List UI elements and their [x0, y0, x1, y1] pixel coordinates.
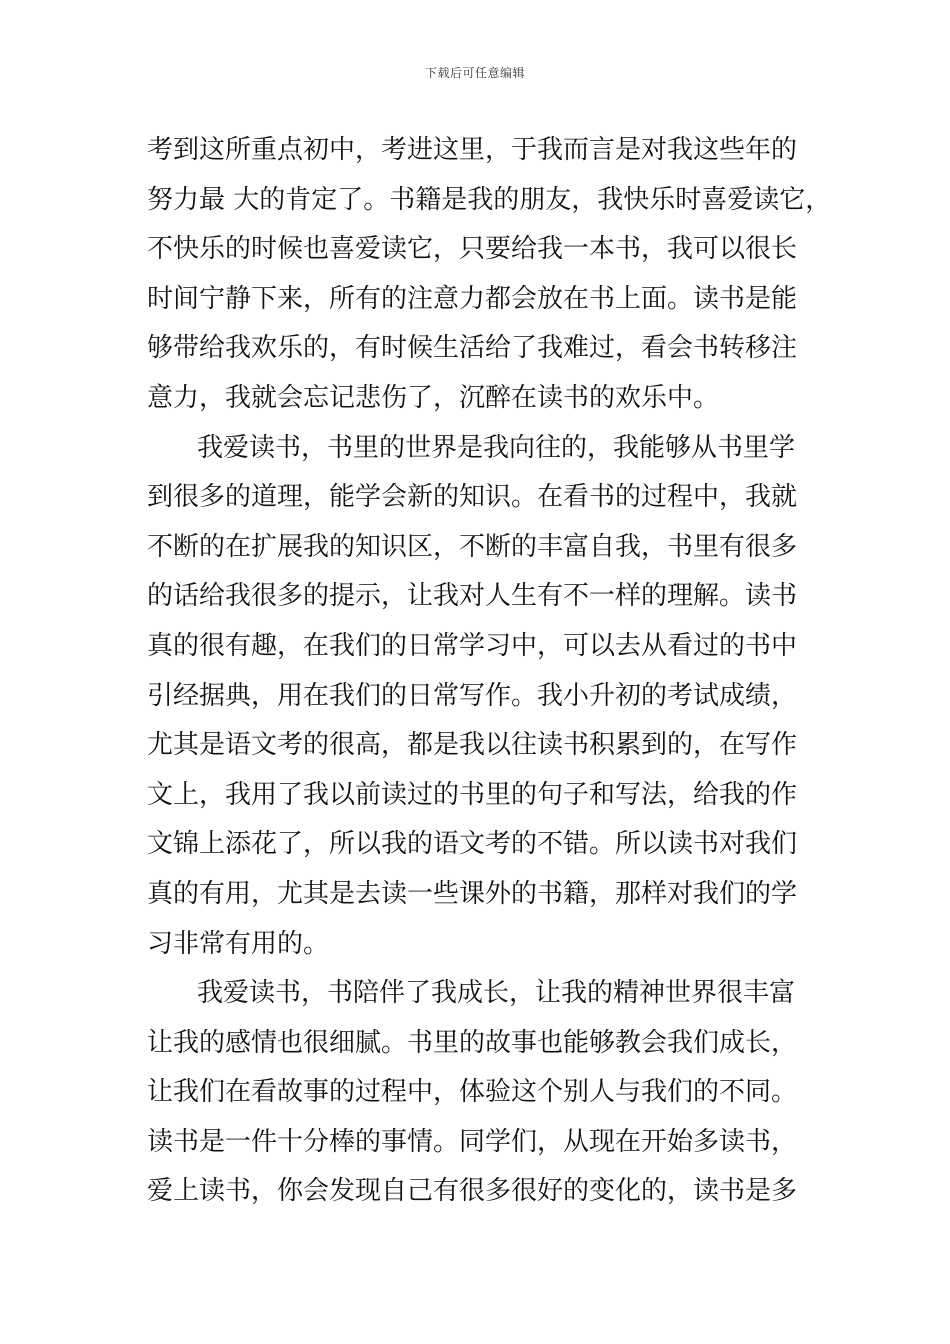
- body-text: [147, 126, 832, 1217]
- text-line: 尤其是语文考的很高，都是我以往读书积累到的，在写作: [147, 730, 798, 761]
- text-line: 时间宁静下来，所有的注意力都会放在书上面。读书是能: [147, 283, 798, 314]
- text-line: 我爱读书，书里的世界是我向往的，我能够从书里学: [197, 432, 796, 463]
- text-line: 文锦上添花了，所以我的语文考的不错。所以读书对我们: [147, 829, 798, 860]
- text-line: 意力，我就会忘记悲伤了，沉醉在读书的欢乐中。: [147, 382, 720, 413]
- text-line: 够带给我欢乐的，有时候生活给了我难过，看会书转移注: [147, 333, 798, 364]
- text-line: 文上，我用了我以前读过的书里的句子和写法，给我的作: [147, 779, 798, 810]
- text-line: 我爱读书，书陪伴了我成长，让我的精神世界很丰富: [197, 978, 796, 1009]
- text-line: 让我们在看故事的过程中，体验这个别人与我们的不同。: [147, 1077, 798, 1108]
- text-line: 让我的感情也很细腻。书里的故事也能够教会我们成长，: [147, 1027, 798, 1058]
- text-line: 真的很有趣，在我们的日常学习中，可以去从看过的书中: [147, 630, 798, 661]
- text-line: 习非常有用的。: [147, 928, 330, 959]
- page-header-note: 下载后可任意编辑: [424, 66, 525, 80]
- text-line: 不快乐的时候也喜爱读它，只要给我一本书，我可以很长: [147, 234, 798, 265]
- text-line: 考到这所重点初中，考进这里，于我而言是对我这些年的: [147, 135, 798, 165]
- text-line: 到很多的道理，能学会新的知识。在看书的过程中，我就: [147, 482, 798, 513]
- text-line: 不断的在扩展我的知识区，不断的丰富自我，书里有很多: [147, 531, 798, 562]
- text-line: 读书是一件十分棒的事情。同学们，从现在开始多读书，: [147, 1126, 798, 1157]
- text-line: 的话给我很多的提示，让我对人生有不一样的理解。读书: [147, 581, 798, 612]
- text-line: 爱上读书，你会发现自己有很多很好的变化的，读书是多: [147, 1176, 798, 1207]
- text-line: 努力最 大的肯定了。书籍是我的朋友，我快乐时喜爱读它，: [147, 184, 832, 215]
- text-line: 引经据典，用在我们的日常写作。我小升初的考试成绩，: [147, 680, 798, 711]
- text-line: 真的有用，尤其是去读一些课外的书籍，那样对我们的学: [147, 878, 798, 909]
